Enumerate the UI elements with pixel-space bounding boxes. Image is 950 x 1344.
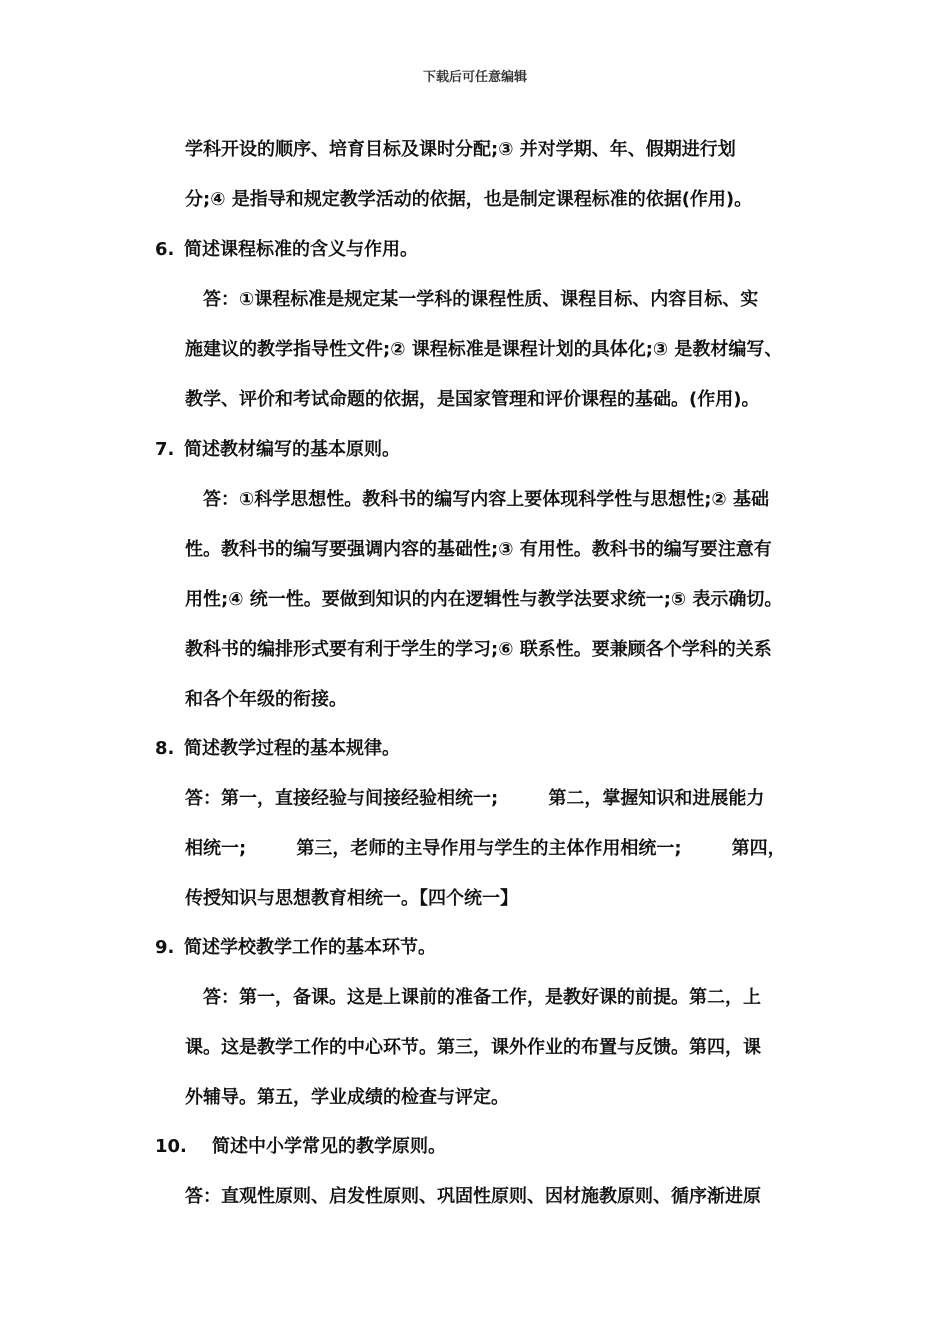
text-line (185, 986, 761, 1010)
text-line: 和各个年级的衔接。 (185, 689, 347, 710)
text-line: 施建议的教学指导性文件;② 课程标准是课程计划的具体化;③ 是教材编写、 (185, 339, 783, 360)
text-line (185, 488, 769, 512)
text-line: 传授知识与思想教育相统一。【四个统一】 (185, 888, 518, 909)
question-8 (155, 737, 400, 761)
text-line: 课。这是教学工作的中心环节。第三，课外作业的布置与反馈。第四，课 (185, 1037, 761, 1058)
question-text: 简述学校教学工作的基本环节。 (184, 937, 436, 958)
text-line: 分;④ 是指导和规定教学活动的依据，也是制定课程标准的依据(作用)。 (185, 189, 753, 210)
question-number: 10. (155, 1136, 187, 1157)
text-line (185, 288, 758, 312)
text-line: 教科书的编排形式要有利于学生的学习;⑥ 联系性。要兼顾各个学科的关系 (185, 639, 772, 660)
text-line: 外辅导。第五，学业成绩的检查与评定。 (185, 1087, 509, 1108)
question-6 (155, 238, 418, 262)
question-9 (155, 936, 436, 960)
answer-text: 答：①科学思想性。教科书的编写内容上要体现科学性与思想性;② 基础 (203, 489, 769, 510)
question-text: 简述教学过程的基本规律。 (184, 738, 400, 759)
answer-text: 答：①课程标准是规定某一学科的课程性质、课程目标、内容目标、实 (203, 289, 759, 310)
question-10 (155, 1135, 446, 1159)
question-number: 8. (155, 738, 175, 759)
question-number: 6. (155, 239, 175, 260)
answer-text: 答：第一，备课。这是上课前的准备工作，是教好课的前提。第二，上 (203, 987, 761, 1008)
question-text: 简述教材编写的基本原则。 (184, 439, 400, 460)
page-header: 下载后可任意编辑 (422, 70, 527, 85)
question-7 (155, 438, 400, 462)
text-line: 答：第一，直接经验与间接经验相统一; 第二，掌握知识和进展能力 (185, 788, 765, 809)
text-line: 答：直观性原则、启发性原则、巩固性原则、因材施教原则、循序渐进原 (185, 1186, 761, 1207)
question-number: 9. (155, 937, 175, 958)
question-text: 简述中小学常见的教学原则。 (212, 1136, 446, 1157)
text-line: 学科开设的顺序、培育目标及课时分配;③ 并对学期、年、假期进行划 (185, 139, 736, 160)
text-line: 相统一; 第三，老师的主导作用与学生的主体作用相统一; 第四， (185, 838, 786, 859)
question-text: 简述课程标准的含义与作用。 (184, 239, 418, 260)
question-number: 7. (155, 439, 175, 460)
text-line: 性。教科书的编写要强调内容的基础性;③ 有用性。教科书的编写要注意有 (185, 539, 772, 560)
text-line: 用性;④ 统一性。要做到知识的内在逻辑性与教学法要求统一;⑤ 表示确切。 (185, 589, 783, 610)
text-line: 教学、评价和考试命题的依据，是国家管理和评价课程的基础。(作用)。 (185, 389, 760, 410)
